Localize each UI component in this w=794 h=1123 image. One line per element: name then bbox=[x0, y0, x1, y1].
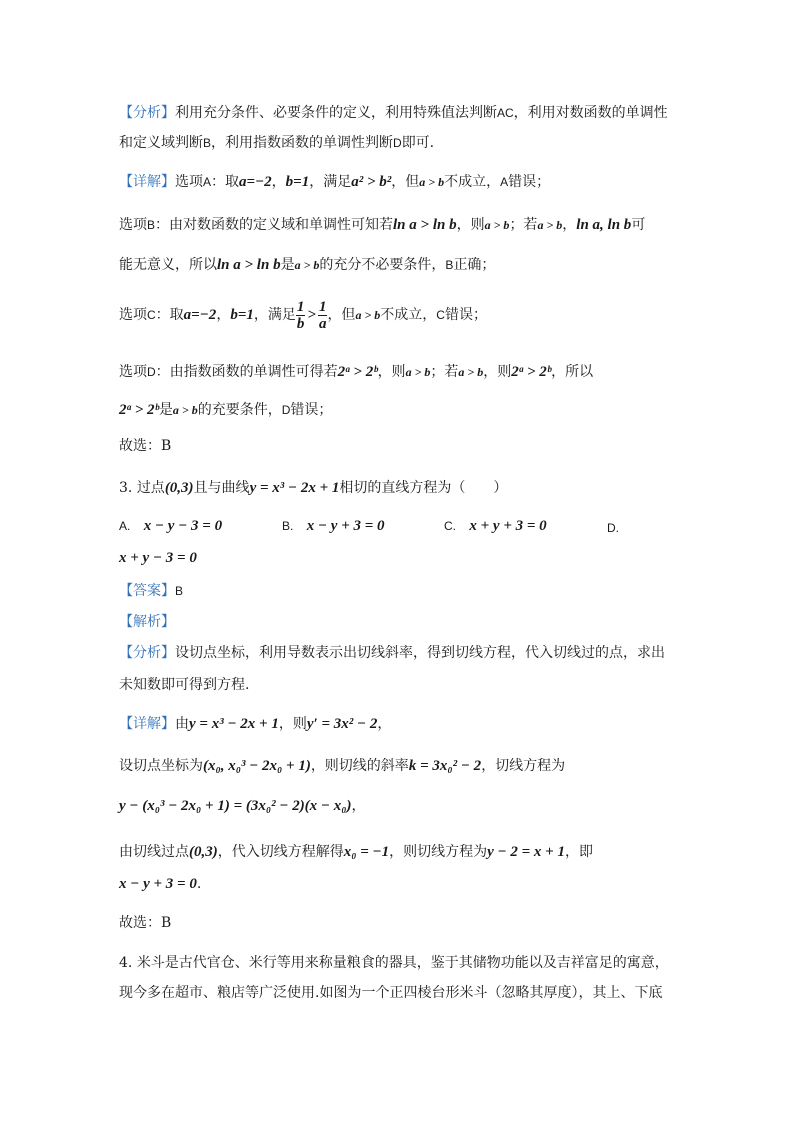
q3-analysis-line-1: 【分析】设切点坐标，利用导数表示出切线斜率，得到切线方程，代入切线过的点，求出 bbox=[119, 645, 665, 661]
q4-number: 4. bbox=[119, 955, 133, 971]
detail-option-b-2: 能无意义，所以ln a > ln b是a > b的充分不必要条件，B正确； bbox=[119, 257, 496, 273]
detail-option-b-1: 选项B：由对数函数的定义域和单调性可知若ln a > ln b，则a > b；若a > b，ln a, ln b可 bbox=[119, 217, 646, 233]
q3-jiexi-tag: 【解析】 bbox=[119, 614, 175, 630]
q3-detail-line-2: 设切点坐标为(x₀, x₀³ − 2x₀ + 1)，则切线的斜率k = 3x₀² − 2，切线方程为 bbox=[119, 758, 566, 774]
q3-option-a: A. x − y − 3 = 0 bbox=[119, 518, 223, 534]
detail-option-d-2: 2ᵃ > 2ᵇ是a > b的充要条件，D错误； bbox=[119, 402, 333, 418]
detail-option-d-1: 选项D：由指数函数的单调性可得若2ᵃ > 2ᵇ，则a > b；若a > b，则2ᵃ > 2ᵇ，所以 bbox=[119, 364, 594, 380]
q3-option-d: x + y − 3 = 0 bbox=[119, 550, 197, 566]
q3-option-b: B. x − y + 3 = 0 bbox=[282, 518, 385, 534]
q3-final-answer: 故选：B bbox=[119, 915, 172, 931]
q3-detail-line-4: 由切线过点(0,3)，代入切线方程解得x₀ = −1，则切线方程为y − 2 = x + 1，即 bbox=[119, 844, 593, 860]
fraction-1-over-b: $\frac{1}{b}$ bbox=[296, 298, 305, 332]
q4-stem-line-2: 现今多在超市、粮店等广泛使用.如图为一个正四棱台形米斗（忽略其厚度），其上、下底 bbox=[119, 985, 663, 1001]
q3-analysis-line-2: 未知数即可得到方程. bbox=[119, 677, 250, 693]
q3-detail-line-5: x − y + 3 = 0. bbox=[119, 876, 202, 892]
fraction-1-over-a: $\frac{1}{a}$ bbox=[318, 298, 327, 332]
detail-option-c: 选项C：取a=−2，b=1，满足 $\frac{1}{b}$ > $\frac{1}{a}$ ，但a > b不成立，C错误； bbox=[119, 298, 487, 332]
q2-final-answer: 故选：B bbox=[119, 438, 172, 454]
q3-detail-line-3: y − (x₀³ − 2x₀ + 1) = (3x₀² − 2)(x − x₀)， bbox=[119, 798, 366, 814]
q3-detail-line-1: 【详解】由y = x³ − 2x + 1，则y′ = 3x² − 2， bbox=[119, 716, 392, 732]
detail-option-a: 【详解】选项A：取a=−2，b=1，满足a² > b²，但a > b不成立，A错误； bbox=[119, 174, 551, 190]
detail-tag: 【详解】 bbox=[119, 174, 175, 190]
analysis-line-1: 【分析】利用充分条件、必要条件的定义，利用特殊值法判断AC，利用对数函数的单调性 bbox=[119, 105, 668, 121]
q3-answer: 【答案】B bbox=[119, 583, 184, 599]
q3-option-d-label: D. bbox=[607, 521, 619, 535]
analysis-line-2: 和定义域判断B，利用指数函数的单调性判断D即可. bbox=[119, 135, 435, 151]
q3-option-c: C. x + y + 3 = 0 bbox=[444, 518, 547, 534]
analysis-tag: 【分析】 bbox=[119, 105, 175, 121]
q3-stem: 3. 过点(0,3)且与曲线y = x³ − 2x + 1相切的直线方程为（ ） bbox=[119, 480, 508, 496]
q3-number: 3. bbox=[119, 480, 133, 496]
q4-stem-line-1: 4. 米斗是古代官仓、米行等用来称量粮食的器具，鉴于其储物功能以及吉祥富足的寓意， bbox=[119, 955, 669, 971]
